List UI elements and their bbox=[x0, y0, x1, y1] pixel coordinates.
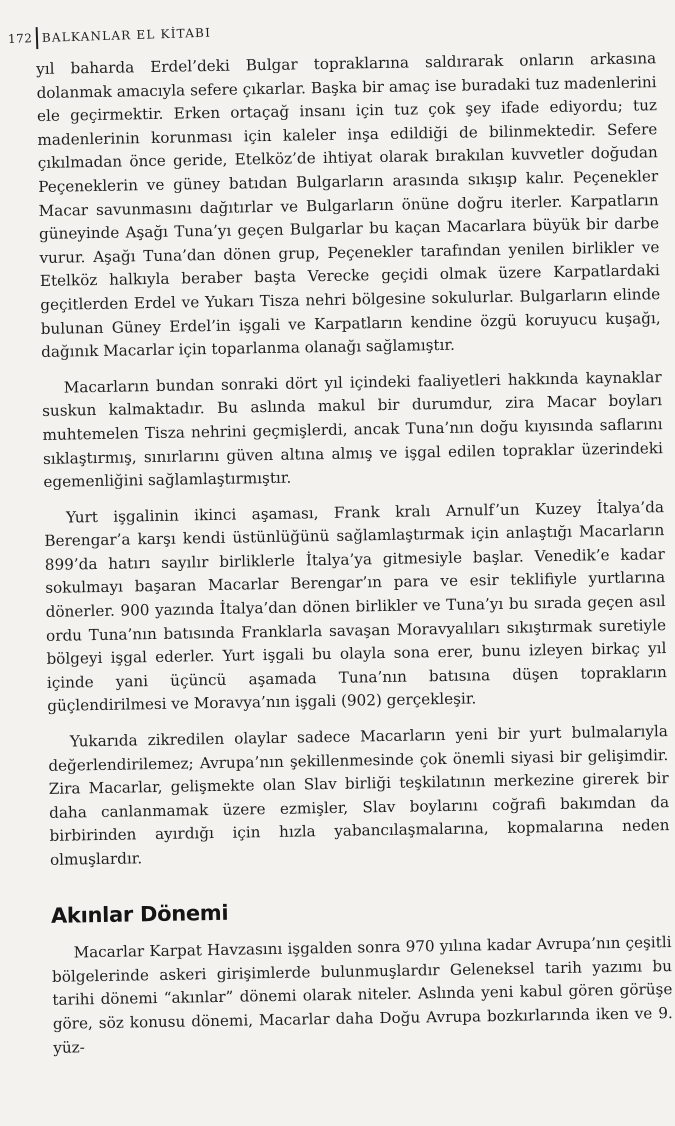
body-text bbox=[36, 47, 673, 1060]
paragraph: Macarların bundan sonraki dört yıl içindeki faaliyetleri hakkında kaynaklar suskun kalmaktadır. Bu aslında makul bir durumdur, zira Macar boyları muhtemelen Tisza nehrini geçmişlerdi, ancak Tuna’nın doğu kıyısında saflarını sıklaştırmış, sınırlarını güven altına almış ve işgal edilen topraklar üzerindeki egemenliğini sağlamlaştırmıştır. bbox=[42, 367, 664, 492]
section-heading: Akınlar Dönemi bbox=[50, 900, 229, 928]
book-title: BALKANLAR EL KİTABI bbox=[41, 25, 212, 45]
paragraph: Yukarıda zikredilen olaylar sadece Macarların yeni bir yurt bulmalarıyla değerlendirilemez; Avrupa’nın şekillenmesinde çok önemli siyasi bir gelişimdir. Zira Macarlar, gelişmekte olan Slav birliği teşkilatının merkezine girerek bir daha canlanmamak üzere ezmişler, Slav boylarını coğrafi bakımdan da birbirinden ayırdığı için hızla yabancılaşmalarına, kopmalarına neden olmuşlardır. bbox=[48, 722, 670, 869]
paragraph: Yurt işgalinin ikinci aşaması, Frank kralı Arnulf’un Kuzey İtalya’da Berengar’a karşı kendi üstünlüğünü sağlamlaştırmak için anlaştığı Macarların 899’da hatırı sayılır birliklerle İtalya’ya gitmesiyle başlar. Venedik’e kadar sokulmayı başaran Macarlar Berengar’ın para ve esir teklifiyle yurtlarına dönerler. 900 yazında İtalya’dan dönen birlikler ve Tuna’yı bu sırada geçen asıl ordu Tuna’nın batısında Franklarla savaşan Moravyalıları sıkıştırmak suretiyle bölgeyi işgal ederler. Yurt işgali bu olayla sona erer, bunu izleyen birkaç yıl içinde yani üçüncü aşamada Tuna’nın batısına düşen toprakların güçlendirilmesi ve Moravya’nın işgali (902) gerçekleşir. bbox=[44, 497, 667, 716]
paragraph-continued: yıl baharda Erdel’deki Bulgar topraklarına saldırarak onların arkasına dolanmak amacıyla sefere çıkarlar. Başka bir amaç ise buradaki tuz madenlerini ele geçirmektir. Erken ortaçağ insanı için tuz çok şey ifade ediyordu; tuz madenlerinin korunması için kaleler inşa edildiği de bilinmektedir. Sefere çıkılmadan önce geride, Etelköz’de ihtiyat olarak bırakılan kuvvetler doğudan Peçeneklerin ve güney batıdan Bulgarların arasında sıkışıp kalır. Peçenekler Macar savunmasını dağıtırlar ve Bulgarların önüne doğru iterler. Karpatların güneyinde Aşağı Tuna’yı geçen Bulgarlar bu kaçan Macarlara büyük bir darbe vurur. Aşağı Tuna’dan dönen grup, Peçenekler tarafından yenilen birlikler ve Etelköz halkıyla beraber başta Verecke geçidi olmak üzere Karpatlardaki geçitlerden Erdel ve Yukarı Tisza nehri bölgesine sokulurlar. Bulgarların elinde bulunan Güney Erdel’in işgali ve Karpatların kendine özgü koruyucu kuşağı, dağınık Macarlar için toparlanma olanağı sağlamıştır. bbox=[36, 49, 661, 362]
running-head bbox=[8, 22, 212, 50]
section-paragraph: Macarlar Karpat Havzasını işgalden sonra 970 yılına kadar Avrupa’nın çeşitli bölgelerinde askeri girişimlerde bulunmuşlardır Geleneksel tarih yazımı bu tarihi dönemi “akınlar” dönemi olarak niteler. Aslında yeni kabul gören görüşe göre, söz konusu dönemi, Macarlar daha Doğu Avrupa bozkırlarında iken ve 9. yüz- bbox=[51, 933, 673, 1057]
page-number: 172 bbox=[7, 31, 33, 46]
header-divider bbox=[36, 27, 38, 49]
